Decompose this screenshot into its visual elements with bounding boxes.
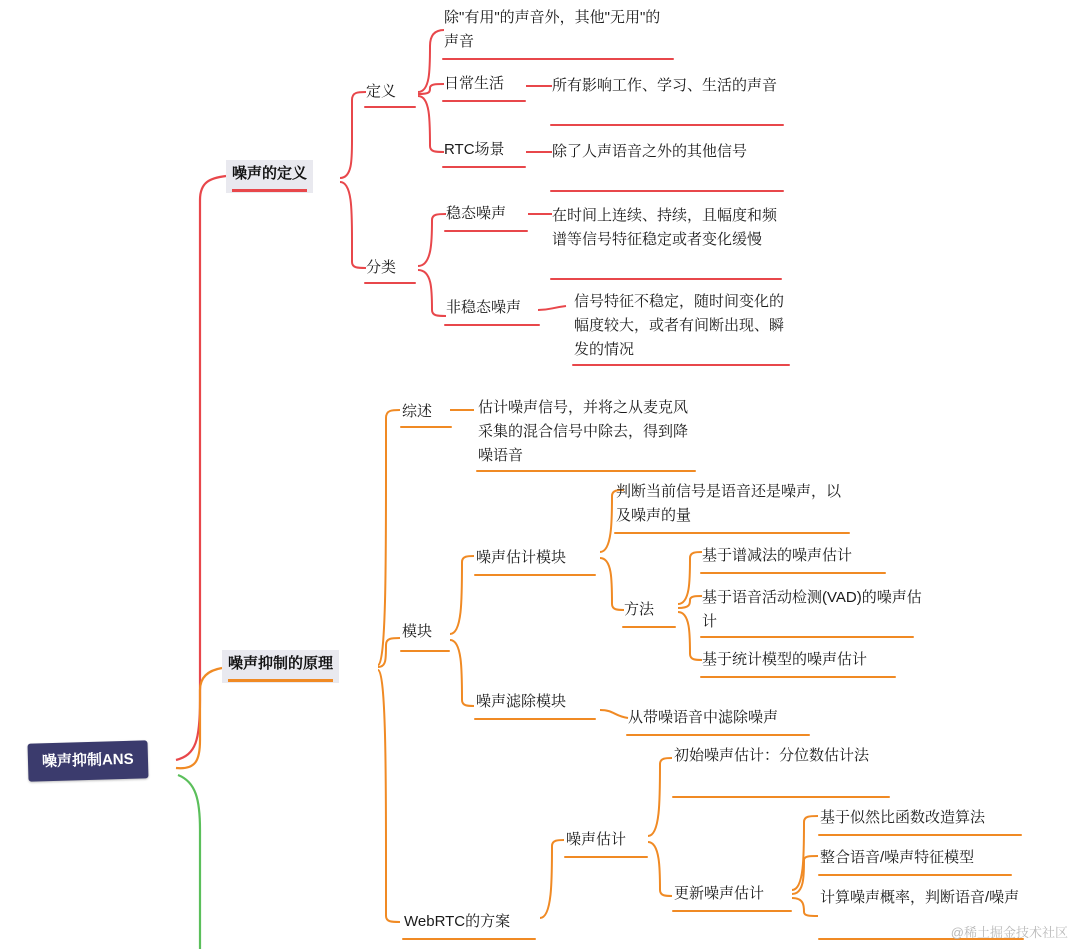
node-webrtc-solution[interactable]: WebRTC的方案 <box>404 913 511 930</box>
underline <box>364 106 416 108</box>
node-initial-noise-estimation[interactable]: 初始噪声估计：分位数估计法 <box>674 747 870 764</box>
node-daily-life[interactable]: 日常生活 <box>444 75 505 92</box>
underline <box>442 166 526 168</box>
underline <box>622 626 676 628</box>
underline <box>700 572 886 574</box>
node-rtc-scene-desc[interactable]: 除了人声语音之外的其他信号 <box>552 143 748 160</box>
node-method-spectral-subtraction[interactable]: 基于谱减法的噪声估计 <box>702 547 853 564</box>
node-noise-definition[interactable] <box>226 160 313 193</box>
underline <box>818 874 1012 876</box>
node-daily-life-desc[interactable]: 所有影响工作、学习、生活的声音 <box>552 77 778 94</box>
node-nonstationary-noise[interactable]: 非稳态噪声 <box>446 299 522 316</box>
underline <box>550 124 784 126</box>
underline <box>672 910 792 912</box>
node-method-vad[interactable]: 基于语音活动检测(VAD)的噪声估计 <box>702 589 922 630</box>
node-overview[interactable]: 综述 <box>402 403 433 420</box>
underline <box>400 426 452 428</box>
node-modules[interactable]: 模块 <box>402 623 433 640</box>
node-noise-probability[interactable]: 计算噪声概率，判断语音/噪声 <box>820 889 1020 906</box>
node-stationary-noise[interactable]: 稳态噪声 <box>446 205 507 222</box>
underline <box>700 676 896 678</box>
node-suppression-principle[interactable] <box>222 650 339 683</box>
underline <box>442 100 526 102</box>
underline <box>402 938 536 940</box>
underline <box>818 834 1022 836</box>
underline <box>572 364 790 366</box>
node-noise-estimation-module[interactable]: 噪声估计模块 <box>476 549 567 566</box>
node-integrate-feature-model[interactable]: 整合语音/噪声特征模型 <box>820 849 975 866</box>
node-method-statistical-model[interactable]: 基于统计模型的噪声估计 <box>702 651 868 668</box>
node-overview-desc[interactable]: 估计噪声信号，并将之从麦克风采集的混合信号中除去，得到降噪语音 <box>478 399 689 464</box>
node-update-noise-estimation[interactable]: 更新噪声估计 <box>674 885 765 902</box>
node-likelihood-ratio-algorithm[interactable]: 基于似然比函数改造算法 <box>820 809 986 826</box>
node-definition-desc[interactable]: 除"有用"的声音外，其他"无用"的声音 <box>444 9 661 50</box>
underline <box>364 282 416 284</box>
node-noise-filter-module[interactable]: 噪声滤除模块 <box>476 693 567 710</box>
mindmap-root-node[interactable]: 噪声抑制ANS <box>27 740 148 781</box>
underline <box>476 470 696 472</box>
node-definition[interactable]: 定义 <box>366 83 397 100</box>
underline <box>672 796 890 798</box>
node-label: 噪声抑制的原理 <box>228 655 334 672</box>
underline <box>550 278 782 280</box>
underline <box>444 324 540 326</box>
underline <box>400 650 450 652</box>
node-noise-filter-desc[interactable]: 从带噪语音中滤除噪声 <box>628 709 779 726</box>
underline <box>444 230 528 232</box>
node-classification[interactable]: 分类 <box>366 259 397 276</box>
node-nonstationary-noise-desc[interactable]: 信号特征不稳定，随时间变化的幅度较大，或者有间断出现、瞬发的情况 <box>574 293 785 358</box>
watermark: @稀土掘金技术社区 <box>950 925 1068 940</box>
node-label: 噪声的定义 <box>232 165 308 182</box>
underline <box>564 856 648 858</box>
underline <box>474 718 596 720</box>
underline <box>474 574 596 576</box>
underline <box>626 734 810 736</box>
node-noise-estimation-desc[interactable]: 判断当前信号是语音还是噪声，以及噪声的量 <box>616 483 842 524</box>
underline <box>614 532 850 534</box>
node-stationary-noise-desc[interactable]: 在时间上连续、持续，且幅度和频谱等信号特征稳定或者变化缓慢 <box>552 207 778 248</box>
underline <box>228 679 333 682</box>
node-rtc-scene[interactable]: RTC场景 <box>444 141 505 158</box>
underline <box>550 190 784 192</box>
node-methods[interactable]: 方法 <box>624 601 655 618</box>
underline <box>442 58 674 60</box>
underline <box>232 189 307 192</box>
underline <box>700 636 914 638</box>
node-webrtc-noise-estimation[interactable]: 噪声估计 <box>566 831 627 848</box>
